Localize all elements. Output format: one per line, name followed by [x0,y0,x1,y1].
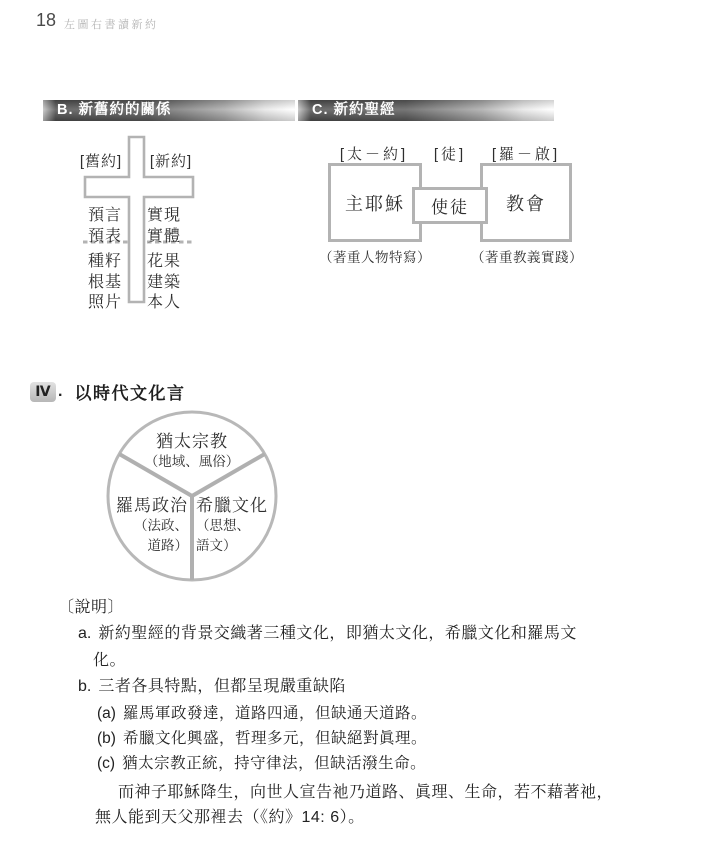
section-iv-number-dot: . [58,382,63,400]
section-c-title: C. 新約聖經 [312,102,396,118]
explanation-sub-item-label: (b) [97,730,116,747]
explanation-closing-line2: 無人能到天父那裡去（《約》14: 6）。 [95,809,365,826]
pie-segment-greece-sub: （思想、 [196,518,250,533]
c-box-apostles [412,187,488,224]
pie-segment-rome-label: 羅馬政治 [116,496,188,515]
c-label-acts: [徒] [433,146,467,163]
cross-left-item: 預表 [87,228,122,245]
explanation-sub-item [97,751,426,773]
explanation-closing-line1: 而神子耶穌降生，向世人宣告祂乃道路、眞理、生命，若不藉著祂， [118,784,614,801]
pie-segment-judaism-sub: （地域、風俗） [144,454,240,469]
pie-segment-rome [96,496,188,556]
pie-segment-greece-label: 希臘文化 [196,496,268,515]
cross-left-item: 照片 [87,294,122,311]
section-iv-number-badge: Ⅳ [30,382,56,402]
explanation-sub-item-label: (c) [97,755,116,772]
cross-label-new-testament: [新約] [149,153,193,170]
explanation-item-a-label: a. [78,625,92,642]
explanation-item-b-label: b. [78,678,92,695]
c-box-apostles-label: 使徒 [431,198,469,217]
cross-label-old-testament: [舊約] [79,153,123,170]
cross-left-item: 根基 [87,274,122,291]
explanation-sub-item-text: 希臘文化興盛，哲理多元，但缺絕對眞理。 [122,730,427,747]
explanation-sub-item-text: 羅馬軍政發達，道路四通，但缺通天道路。 [122,705,427,722]
explanation-sub-item-label: (a) [97,705,116,722]
pie-segment-judaism [112,432,272,472]
pie-segment-rome-sub: （法政、 [134,518,188,533]
explanation-sub-item [97,701,427,723]
explanation-item-a-text: 新約聖經的背景交織著三種文化，即猶太文化，希臘文化和羅馬文 [98,625,577,642]
c-box-church-label: 教會 [506,193,546,214]
section-c-header [298,100,554,121]
c-caption-left: （著重人物特寫） [319,250,431,265]
pie-segment-judaism-label: 猶太宗教 [156,432,228,451]
explanation-item-b [78,673,346,696]
c-box-jesus [328,163,422,242]
c-box-church [480,163,572,242]
section-b-header [43,100,295,121]
c-box-jesus-label: 主耶穌 [345,193,405,214]
cross-right-item: 建築 [146,274,181,291]
c-label-matthew-john: [太－約] [339,146,409,163]
cross-right-item: 實現 [146,207,181,224]
section-iv-title: 以時代文化言 [74,384,186,403]
section-iv-heading [30,379,185,404]
explanation-sub-item [97,726,427,748]
explanation-heading: 〔說明〕 [58,599,125,616]
page-number: 18 [36,10,57,30]
cross-left-item: 預言 [87,207,122,224]
explanation-item-a-continued: 化。 [93,652,127,669]
cross-right-item: 花果 [146,253,181,270]
c-label-romans-revelation: [羅－啟] [491,146,561,163]
pie-segment-greece [196,496,288,556]
pie-segment-greece-sub: 語文） [196,538,237,553]
explanation-sub-item-text: 猶太宗教正統，持守律法，但缺活潑生命。 [122,755,427,772]
section-b-title: B. 新舊約的關係 [57,102,172,118]
explanation-item-b-text: 三者各具特點，但都呈現嚴重缺陷 [98,678,346,695]
cross-right-item: 本人 [146,294,181,311]
c-caption-right: （著重教義實踐） [471,250,583,265]
cross-right-item: 實體 [146,228,181,245]
pie-segment-rome-sub: 道路） [147,538,188,553]
cross-left-item: 種籽 [87,253,122,270]
running-title: 左圖右書讀新約 [64,19,159,31]
explanation-item-a [78,620,577,643]
